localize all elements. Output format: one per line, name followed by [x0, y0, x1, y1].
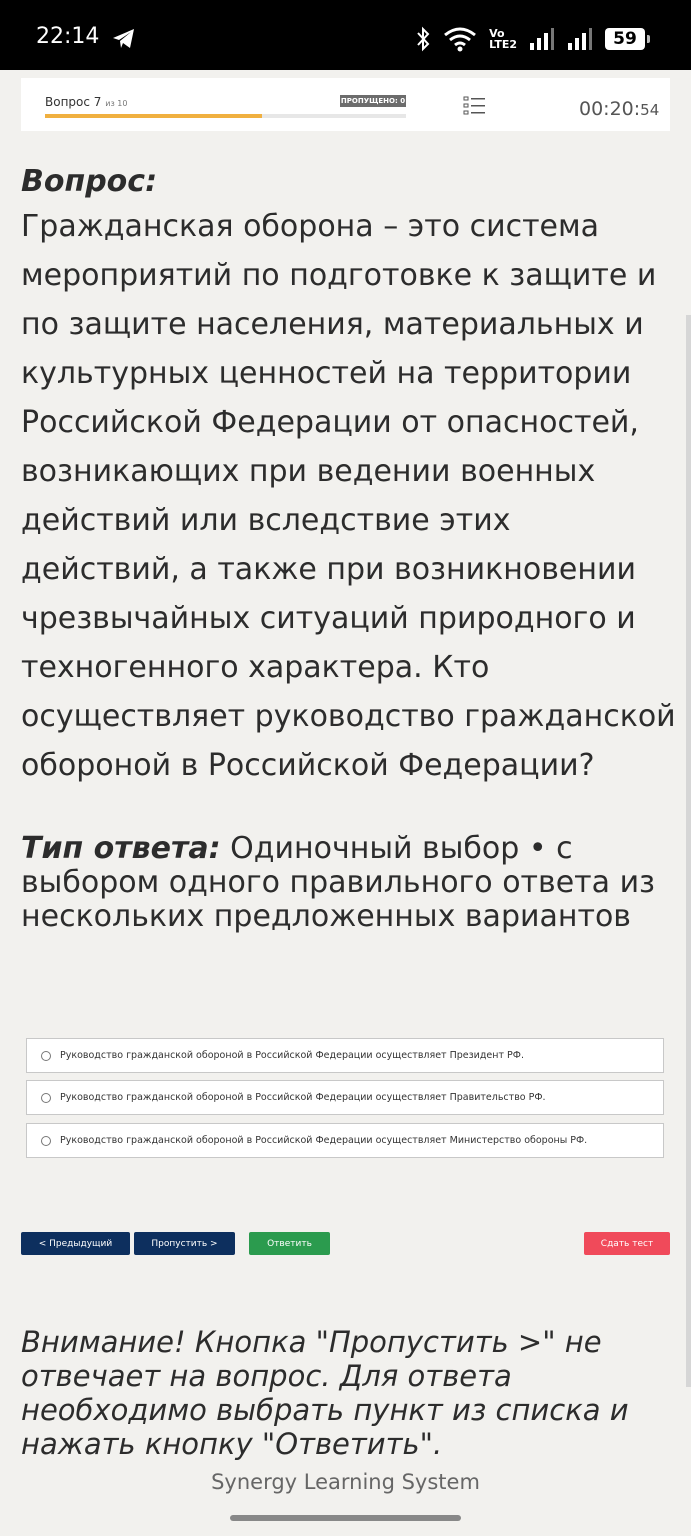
timer-main: 00:20: — [579, 98, 641, 120]
question-counter — [45, 95, 127, 109]
progress-fill — [45, 114, 262, 118]
answer-type-text: Одиночный выбор • с выбором одного правильного ответа из нескольких предложенных вариантов — [21, 831, 656, 934]
answer-option-text: Руководство гражданской обороной в Российской Федерации осуществляет Министерство обороны РФ. — [60, 1135, 588, 1146]
answer-option-text: Руководство гражданской обороной в Российской Федерации осуществляет Правительство РФ. — [60, 1092, 546, 1103]
progress-bar — [45, 114, 406, 118]
answer-option-text: Руководство гражданской обороной в Российской Федерации осуществляет Президент РФ. — [60, 1050, 524, 1061]
lte-bottom-label: LTE2 — [489, 38, 517, 51]
answer-button[interactable]: Ответить — [249, 1232, 330, 1255]
answer-option[interactable] — [26, 1038, 664, 1073]
battery-icon: 59 — [605, 28, 645, 50]
warning-text: Внимание! Кнопка "Пропустить >" не отвечает на вопрос. Для ответа необходимо выбрать пункт из списка и нажать кнопку "Ответить". — [21, 1325, 629, 1461]
status-time: 22:14 — [36, 24, 100, 49]
radio-button[interactable] — [41, 1093, 51, 1103]
radio-button[interactable] — [41, 1136, 51, 1146]
question-block — [21, 162, 676, 790]
lte-indicator — [489, 28, 517, 50]
signal-icon — [529, 27, 555, 51]
lte-top-label: Vo — [489, 27, 505, 40]
answer-type-label: Тип ответа: — [21, 831, 221, 866]
home-indicator[interactable] — [230, 1515, 461, 1521]
timer — [579, 98, 659, 120]
answer-type-block — [21, 832, 676, 934]
answer-option[interactable] — [26, 1123, 664, 1158]
skip-button[interactable]: Пропустить > — [134, 1232, 235, 1255]
answer-option[interactable] — [26, 1080, 664, 1115]
wifi-icon — [443, 26, 477, 52]
question-list-icon[interactable] — [463, 96, 487, 116]
radio-button[interactable] — [41, 1051, 51, 1061]
signal-icon-2 — [567, 27, 593, 51]
scrollbar[interactable] — [686, 315, 691, 1387]
question-label: Вопрос: — [21, 164, 158, 199]
footer-brand: Synergy Learning System — [211, 1470, 480, 1494]
question-total: из 10 — [105, 99, 128, 108]
skipped-badge: ПРОПУЩЕНО: 0 — [340, 97, 406, 105]
status-bar — [0, 0, 691, 70]
submit-test-button[interactable]: Сдать тест — [584, 1232, 670, 1255]
timer-seconds: 54 — [640, 101, 660, 119]
test-header — [21, 78, 670, 131]
status-icons — [415, 24, 645, 54]
bluetooth-icon — [415, 26, 431, 52]
question-text: Гражданская оборона – это система мероприятий по подготовке к защите и по защите населения, материальных и культурных ценностей на территории Российской Федерации от опасностей, возникающих при ведении военных действий или вследствие этих действий, а также при возникновении чрезвычайных ситуаций природного и техногенного характера. Кто осуществляет руководство гражданской обороной в Российской Федерации? — [21, 209, 676, 783]
previous-button[interactable]: < Предыдущий — [21, 1232, 130, 1255]
telegram-icon — [112, 28, 136, 50]
question-number: Вопрос 7 — [45, 95, 102, 109]
